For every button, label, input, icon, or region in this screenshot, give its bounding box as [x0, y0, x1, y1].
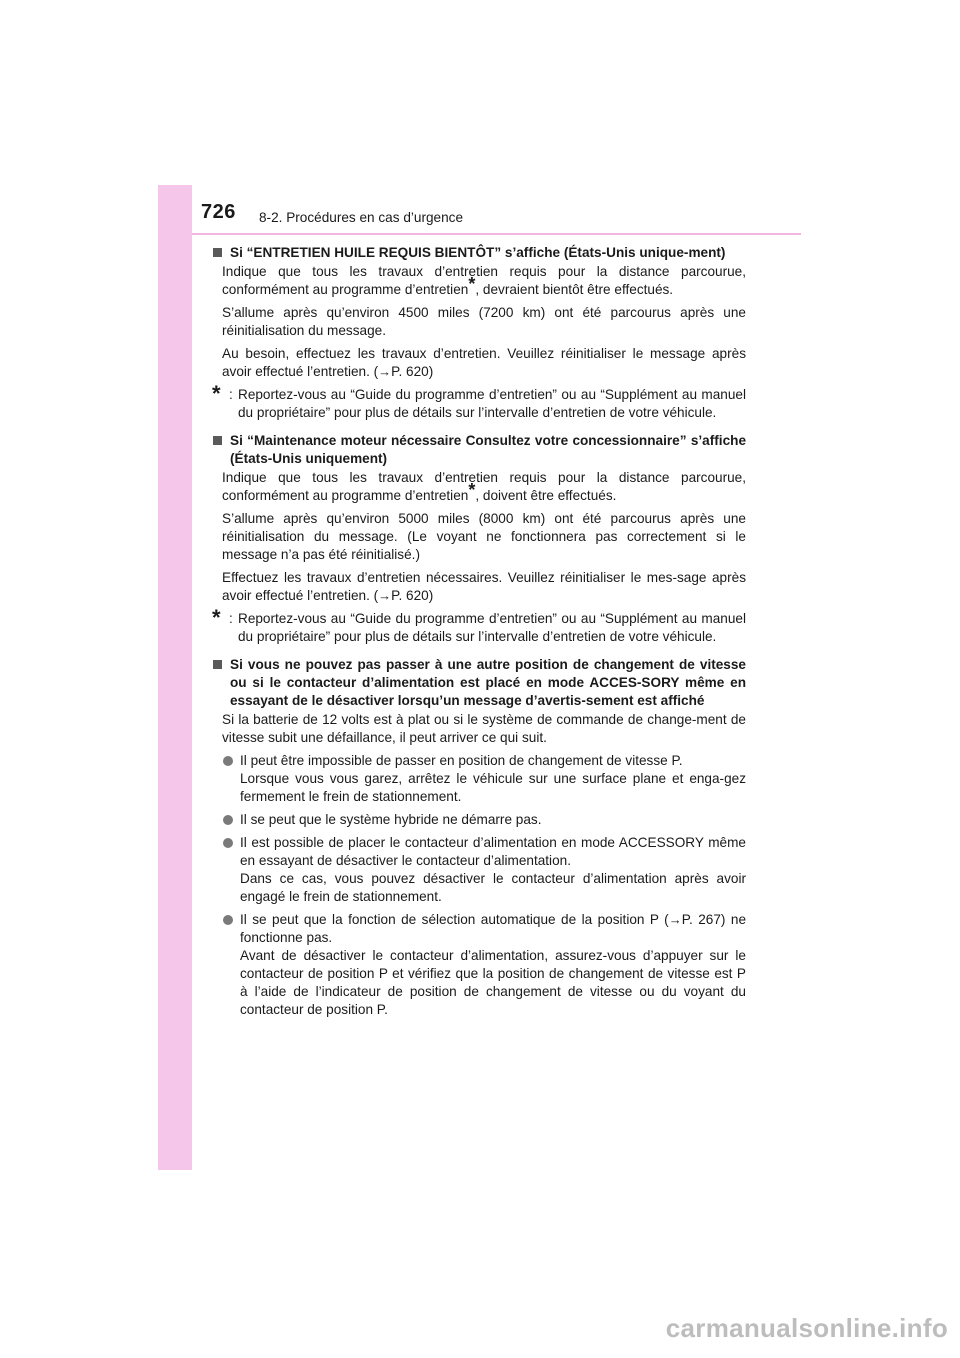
list-item-text [240, 911, 746, 947]
square-bullet-icon [213, 660, 222, 669]
square-bullet-icon [213, 248, 222, 257]
page-number: 726 [201, 201, 236, 223]
page-reference: P. 620) [391, 364, 434, 379]
list-item-text: Il peut être impossible de passer en position de changement de vitesse P. [240, 753, 683, 768]
circle-bullet-icon [223, 756, 233, 766]
footnote [212, 605, 746, 646]
asterisk-icon: * [212, 381, 221, 406]
paragraph [212, 569, 746, 605]
paragraph [212, 345, 746, 381]
section-heading [212, 244, 746, 262]
list-item-text: Il se peut que le système hybride ne démarre pas. [240, 812, 542, 827]
paragraph [212, 469, 746, 505]
footnote-text: Reportez-vous au “Guide du programme d’entretien” ou au “Supplément au manuel du propriétaire” pour plus de détails sur l’intervalle d’entretien de votre véhicule. [238, 387, 746, 420]
paragraph: S’allume après qu’environ 4500 miles (7200 km) ont été parcourus après une réinitialisation du message. [222, 305, 746, 338]
circle-bullet-icon [223, 838, 233, 848]
square-bullet-icon [213, 436, 222, 445]
list-item [212, 911, 746, 1019]
footnote-colon: : [229, 611, 233, 626]
section-engine-maintenance [212, 432, 746, 646]
chapter-tab-sidebar [158, 185, 192, 1170]
list-item-text-part: Il se peut que la fonction de sélection automatique de la position P ( [240, 912, 669, 927]
section-heading [212, 432, 746, 468]
footnote-colon: : [229, 387, 233, 402]
paragraph: S’allume après qu’environ 5000 miles (8000 km) ont été parcourus après une réinitialisation du message. (Le voyant ne fonctionnera pas correctement si le message n’a pas été réinitialisé.) [222, 511, 746, 562]
arrow-icon: → [378, 588, 392, 603]
paragraph: Si la batterie de 12 volts est à plat ou si le système de commande de change-ment de vitesse subit une défaillance, il peut arriver ce qui suit. [222, 712, 746, 745]
arrow-icon: → [668, 912, 682, 927]
paragraph-text: Indique que tous les travaux d’entretien requis pour la distance parcourue, conformément au programme d’entretien [222, 470, 746, 503]
paragraph [212, 263, 746, 299]
arrow-icon: → [378, 364, 392, 379]
section-title: 8-2. Procédures en cas d’urgence [259, 210, 464, 225]
section-heading [212, 656, 746, 710]
page-content [212, 244, 746, 1029]
list-item-text: Avant de désactiver le contacteur d’alimentation, assurez-vous d’appuyer sur le contacteur de position P et vérifiez que la position de changement de vitesse est P à l’aide de l’indicateur de position de changement de vitesse ou du voyant du contacteur de position P. [240, 948, 746, 1017]
page-reference: P. 620) [391, 588, 434, 603]
list-item [212, 834, 746, 906]
list-item-text: Il est possible de placer le contacteur d’alimentation en mode ACCESSORY même en essayant de désactiver le contacteur d’alimentation. [240, 835, 746, 868]
section-shift-position [212, 656, 746, 1019]
watermark-url: carmanualsonline.info [665, 1313, 948, 1343]
paragraph-text: , devraient bientôt être effectués. [475, 282, 674, 297]
heading-text: Si vous ne pouvez pas passer à une autre position de changement de vitesse ou si le contacteur d’alimentation est placé en mode ACCES-SORY même en essayant de le désactiver lorsqu’un message d’avertis-sement est affiché [230, 657, 746, 708]
paragraph-text: Au besoin, effectuez les travaux d’entretien. Veuillez réinitialiser le message après avoir effectué l’entretien. ( [222, 346, 746, 379]
list-item-text: Dans ce cas, vous pouvez désactiver le contacteur d’alimentation après avoir engagé le frein de stationnement. [240, 871, 746, 904]
paragraph-text: Indique que tous les travaux d’entretien requis pour la distance parcourue, conformément au programme d’entretien [222, 264, 746, 297]
header-divider [192, 233, 801, 235]
list-item-text: Lorsque vous vous garez, arrêtez le véhicule sur une surface plane et enga-gez fermement le frein de stationnement. [240, 771, 746, 804]
paragraph-text: Effectuez les travaux d’entretien nécessaires. Veuillez réinitialiser le mes-sage après avoir effectué l’entretien. ( [222, 570, 746, 603]
footnote-text: Reportez-vous au “Guide du programme d’entretien” ou au “Supplément au manuel du propriétaire” pour plus de détails sur l’intervalle d’entretien de votre véhicule. [238, 611, 746, 644]
footnote [212, 381, 746, 422]
heading-text: Si “ENTRETIEN HUILE REQUIS BIENTÔT” s’affiche (États-Unis unique-ment) [230, 245, 726, 260]
page-reference: P. 267) ne fonctionne pas. [240, 912, 747, 945]
circle-bullet-icon [223, 815, 233, 825]
circle-bullet-icon [223, 915, 233, 925]
heading-text: Si “Maintenance moteur nécessaire Consultez votre concessionnaire” s’affiche (États-Unis uniquement) [230, 433, 746, 466]
list-item [212, 811, 746, 829]
asterisk-icon: * [468, 480, 476, 500]
list-item [212, 752, 746, 806]
section-oil-maintenance [212, 244, 746, 422]
asterisk-icon: * [468, 274, 476, 294]
asterisk-icon: * [212, 605, 221, 630]
paragraph-text: , doivent être effectués. [475, 488, 617, 503]
